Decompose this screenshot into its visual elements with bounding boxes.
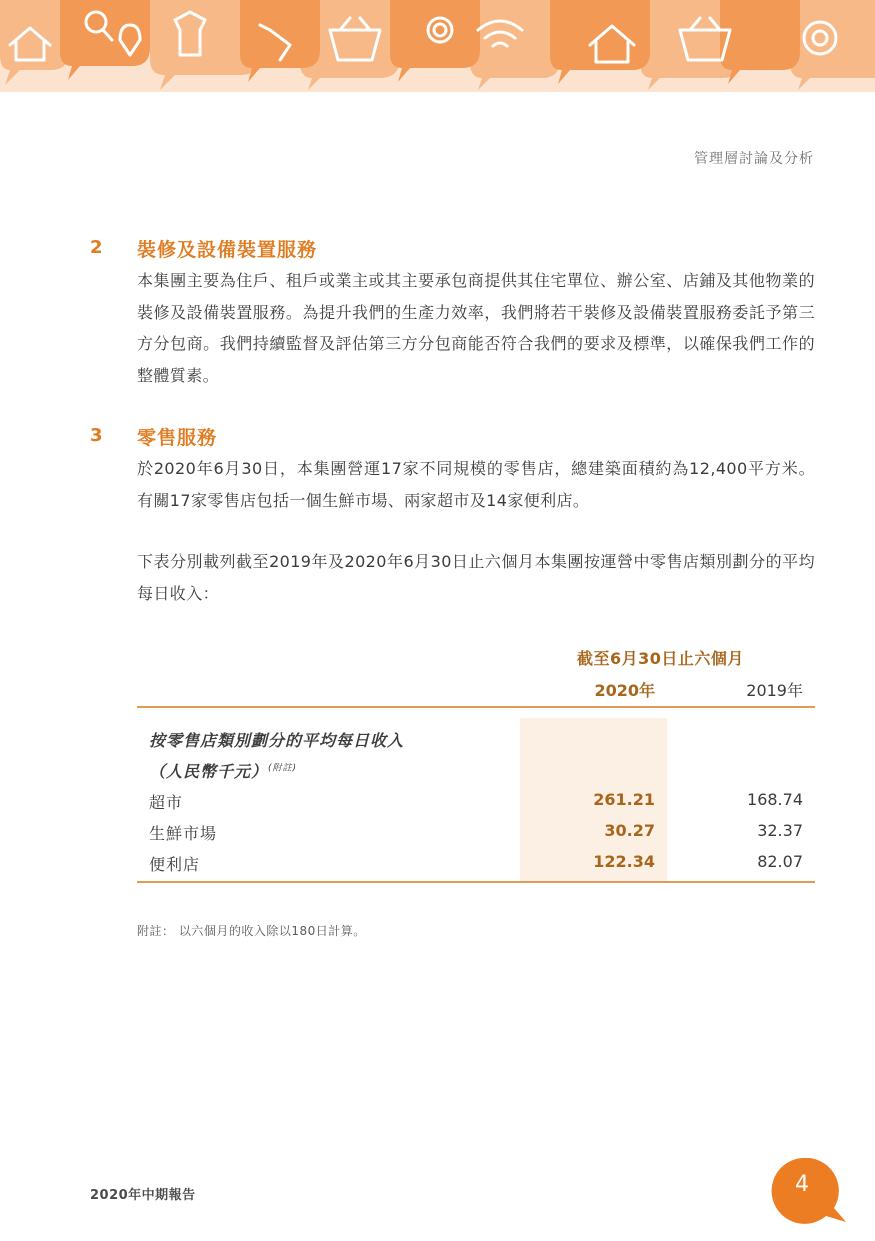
table-top-rule <box>137 706 815 708</box>
running-header-title: 管理層討論及分析 <box>694 151 814 167</box>
column-header-prior-year: 2019年 <box>746 681 803 700</box>
section-number: 2 <box>90 237 103 258</box>
table-category-heading: 按零售店類別劃分的平均每日收入 <box>149 731 405 750</box>
section-paragraph: 本集團主要為住戶、租戶或業主或其主要承包商提供其住宅單位、辦公室、店鋪及其他物業的裝修及設備裝置服務。為提升我們的生產力效率，我們將若干裝修及設備裝置服務委託予第三方分包商。我們持續監督及評估第三方分包商能否符合我們的要求及標準，以確保我們工作的整體質素。 <box>137 271 815 385</box>
revenue-table <box>137 640 815 885</box>
section-paragraph: 下表分別載列截至2019年及2020年6月30日止六個月本集團按運營中零售店類別劃分的平均每日收入： <box>137 552 815 603</box>
table-row-label: 超市 <box>149 793 184 812</box>
table-footnote: 附註： 以六個月的收入除以180日計算。 <box>137 924 366 938</box>
table-category-unit <box>149 759 297 782</box>
section-paragraph: 於2020年6月30日，本集團營運17家不同規模的零售店，總建築面積約為12,400平方米。有關17家零售店包括一個生鮮市場、兩家超市及14家便利店。 <box>137 459 815 510</box>
page-number: 4 <box>795 1172 809 1197</box>
table-cell-prior: 168.74 <box>747 790 803 809</box>
table-cell-current: 30.27 <box>604 821 655 840</box>
section-number: 3 <box>90 425 103 446</box>
category-unit-text: （人民幣千元） <box>149 762 269 781</box>
table-row-label: 便利店 <box>149 855 201 874</box>
table-cell-prior: 82.07 <box>757 852 803 871</box>
column-header-current-year: 2020年 <box>594 681 655 700</box>
table-cell-prior: 32.37 <box>757 821 803 840</box>
section-title: 零售服務 <box>137 427 218 449</box>
decorative-banner <box>0 0 875 92</box>
table-cell-current: 261.21 <box>593 790 655 809</box>
footer-report-name: 2020年中期報告 <box>90 1188 196 1203</box>
table-group-header: 截至6月30日止六個月 <box>577 649 744 668</box>
table-cell-current: 122.34 <box>593 852 655 871</box>
table-row-label: 生鮮市場 <box>149 824 218 843</box>
category-note-ref: (附註) <box>268 763 298 774</box>
section-title: 裝修及設備裝置服務 <box>137 239 318 261</box>
table-bottom-rule <box>137 881 815 883</box>
